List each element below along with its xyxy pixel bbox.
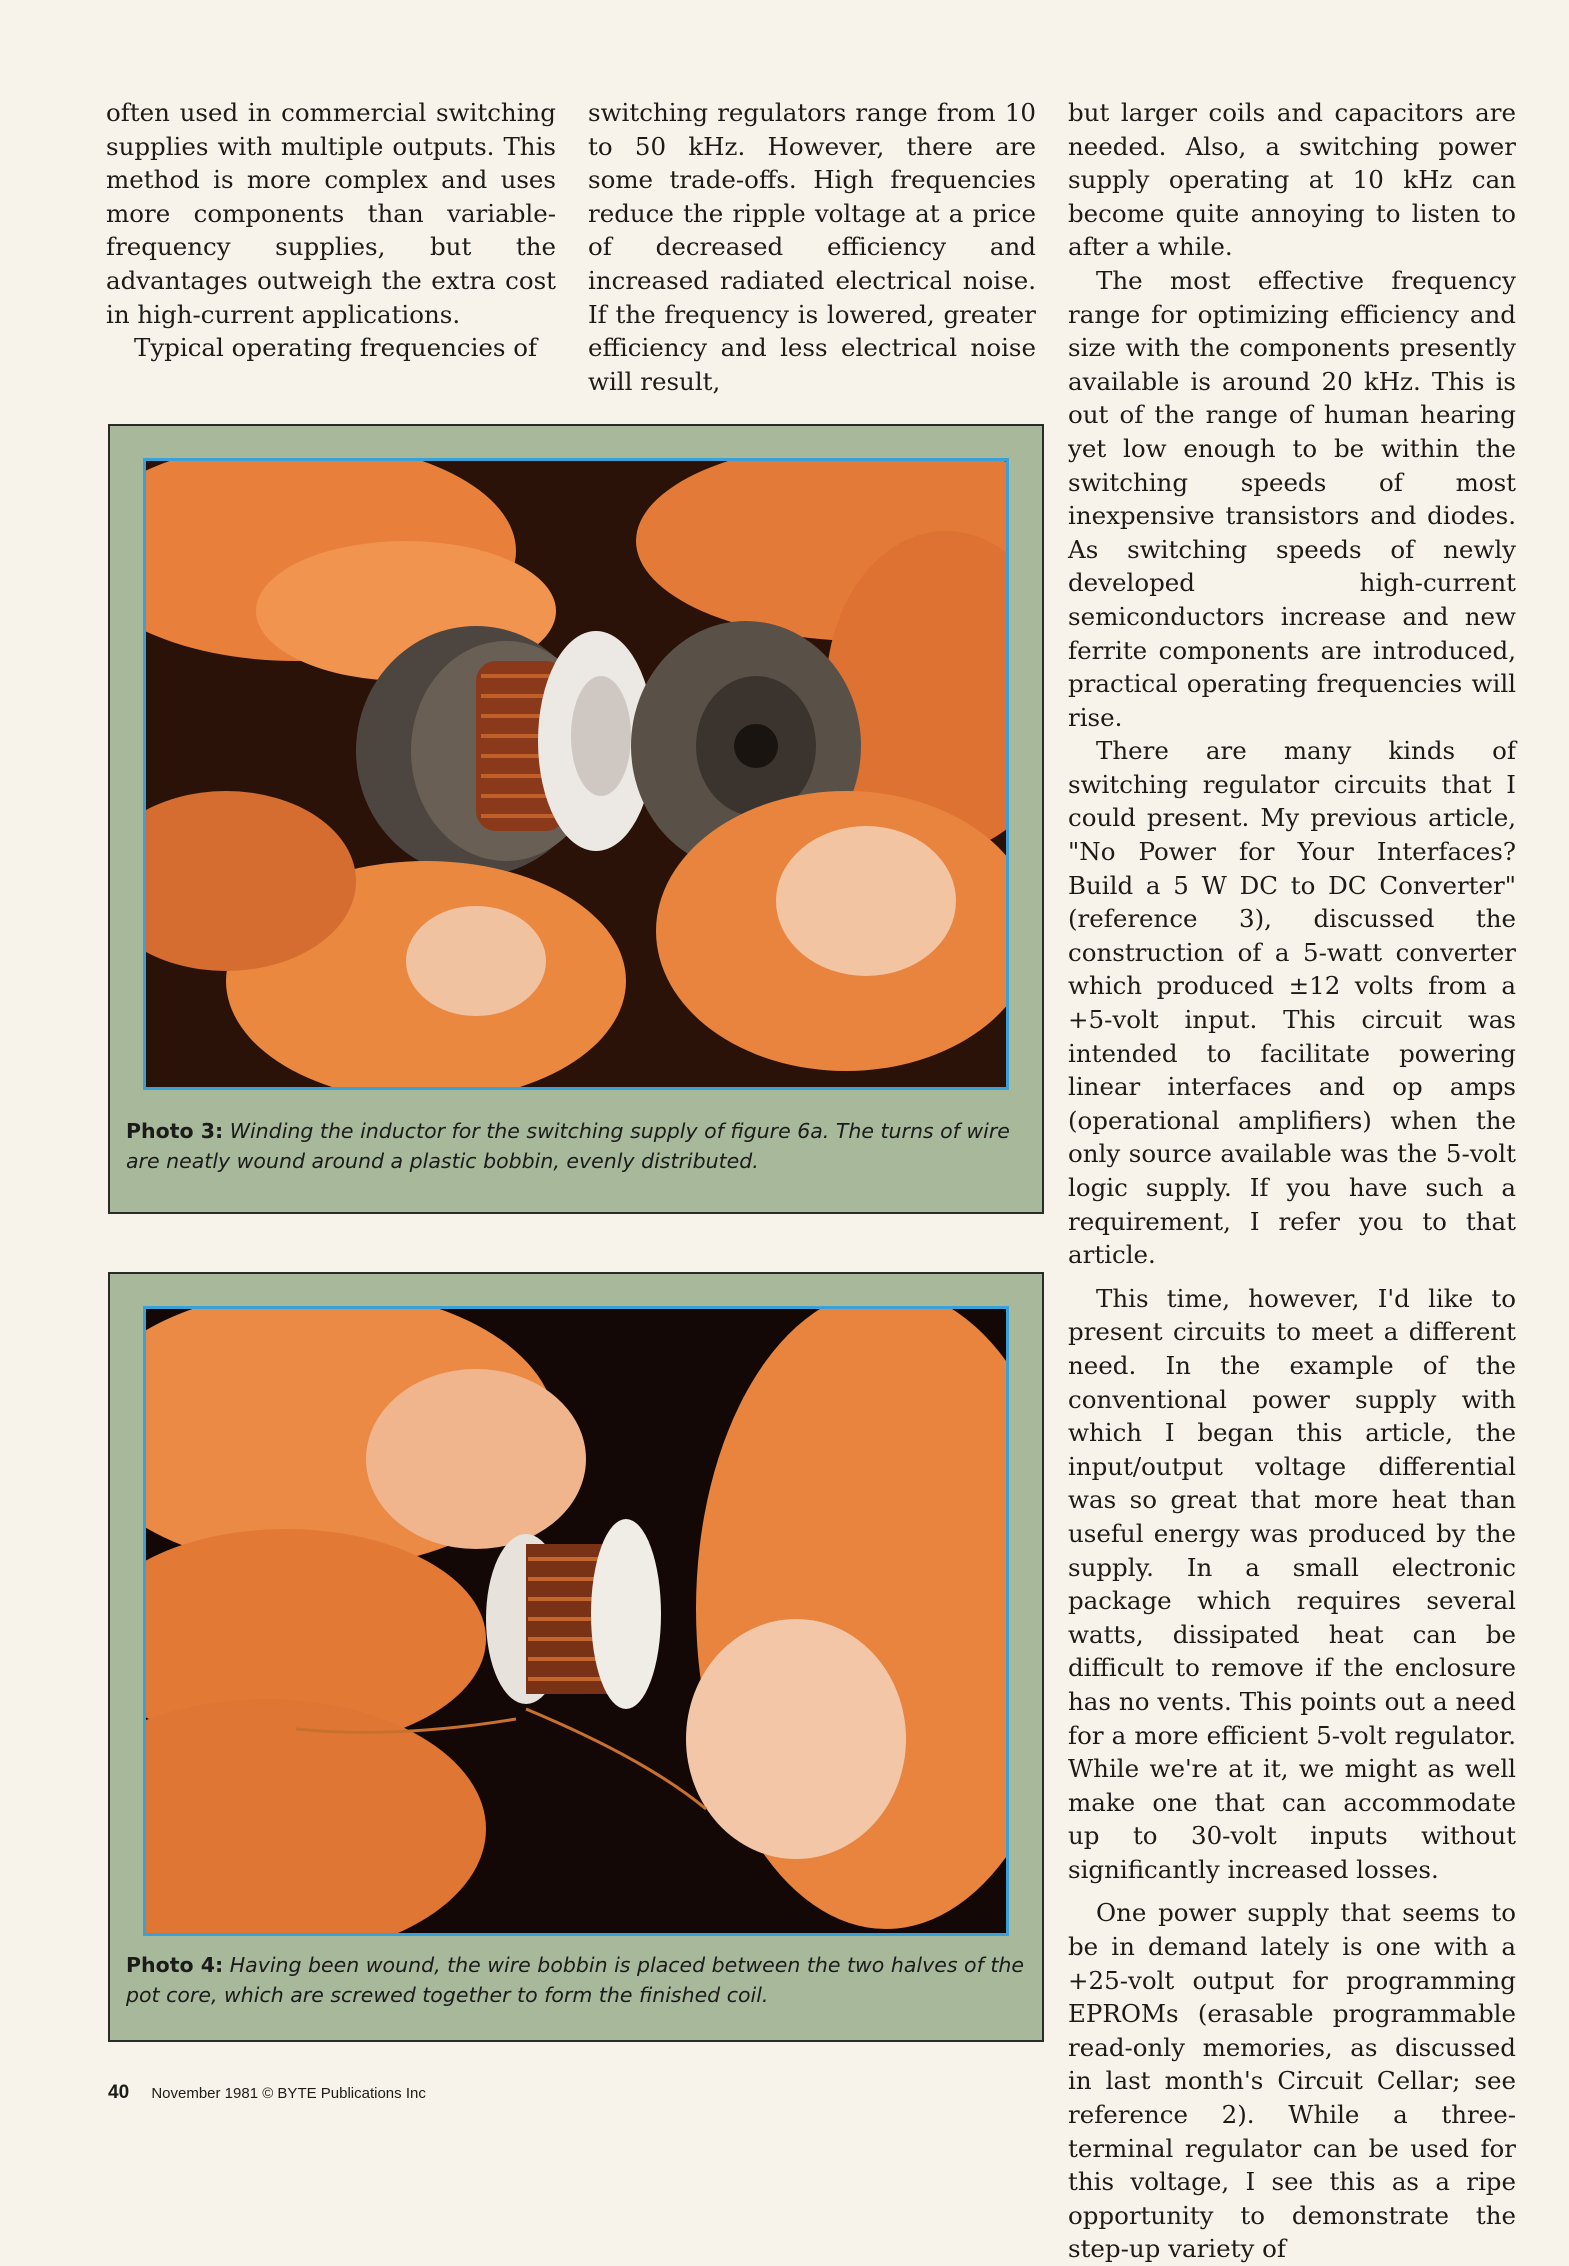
paragraph: One power supply that seems to be in demand lately is one with a +25-volt output for programming EPROMs (erasable programmable read-only memories, as discussed in last month's Circuit Cellar; see reference 2). While a three-terminal regulator can be used for this voltage, I see this as a ripe opportunity to demonstrate the step-up variety of — [1068, 1898, 1516, 2264]
text-column-3 — [1068, 96, 1516, 2266]
photo-4-image — [143, 1306, 1009, 1936]
paragraph: switching regulators range from 10 to 50 kHz. However, there are some trade-offs. High frequencies reduce the ripple voltage at a price of decreased efficiency and increased radiated electrical noise. If the frequency is lowered, greater efficiency and less electrical noise will result, — [588, 98, 1036, 396]
photo-hands-bobbin — [146, 1309, 1006, 1933]
photo-3-figure — [108, 424, 1044, 1214]
photo-3-caption — [126, 1116, 1026, 1176]
footer-credit: November 1981 © BYTE Publications Inc — [151, 2085, 426, 2102]
paragraph: This time, however, I'd like to present circuits to meet a different need. In the example of the conventional power supply with which I began this article, the input/output voltage differential was so great that more heat than useful energy was produced by the supply. In a small electronic package which requires several watts, dissipated heat can be difficult to remove if the enclosure has no vents. This points out a need for a more efficient 5-volt regulator. While we're at it, we might as well make one that can accommodate up to 30-volt inputs without significantly increased losses. — [1068, 1283, 1516, 1884]
paragraph: There are many kinds of switching regulator circuits that I could present. My previous article, "No Power for Your Interfaces? Build a 5 W DC to DC Converter" (reference 3), discussed the construction of a 5-watt converter which produced ±12 volts from a +5-volt input. This circuit was intended to facilitate powering linear interfaces and op amps (operational amplifiers) when the only source available was the 5-volt logic supply. If you have such a requirement, I refer you to that article. — [1068, 736, 1516, 1270]
paragraph: Typical operating frequencies of — [134, 333, 538, 363]
page-number: 40 — [108, 2082, 130, 2103]
paragraph: but larger coils and capacitors are needed. Also, a switching power supply operating at 10 kHz can become quite annoying to listen to after a while. — [1068, 98, 1516, 262]
photo-4-caption — [126, 1950, 1026, 2010]
text-column-1 — [106, 96, 556, 365]
text-column-2 — [588, 96, 1036, 398]
paragraph: often used in commercial switching supplies with multiple outputs. This method is more complex and uses more components than variable-frequency supplies, but the advantages outweigh the extra cost in high-current applications. — [106, 98, 556, 329]
paragraph: The most effective frequency range for optimizing efficiency and size with the components presently available is around 20 kHz. This is out of the range of human hearing yet low enough to be within the switching speeds of most inexpensive transistors and diodes. As switching speeds of newly developed high-current semiconductors increase and new ferrite components are introduced, practical operating frequencies will rise. — [1068, 265, 1516, 732]
photo-3-image — [143, 458, 1009, 1090]
photo-4-label: Photo 4: — [126, 1953, 224, 1977]
photo-3-caption-text: Winding the inductor for the switching supply of figure 6a. The turns of wire are neatly wound around a plastic bobbin, evenly distributed. — [126, 1119, 1010, 1173]
photo-4-figure — [108, 1272, 1044, 2042]
page-footer — [108, 2082, 426, 2104]
photo-hands-pot-core — [146, 461, 1006, 1087]
photo-4-caption-text: Having been wound, the wire bobbin is placed between the two halves of the pot core, which are screwed together to form the finished coil. — [126, 1953, 1024, 2007]
photo-3-label: Photo 3: — [126, 1119, 224, 1143]
